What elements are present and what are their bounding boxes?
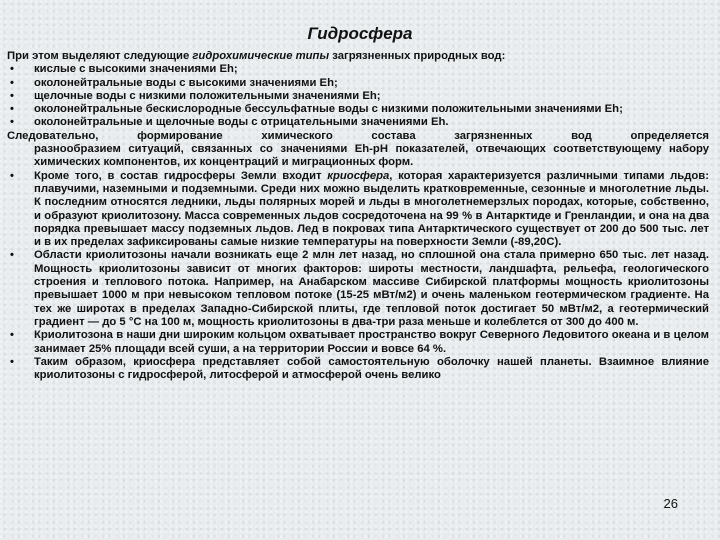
intro-text: При этом выделяют следующие <box>7 50 193 62</box>
water-types-list <box>7 63 709 129</box>
list-item <box>7 90 709 103</box>
list-item <box>7 103 709 116</box>
slide-body <box>7 50 709 382</box>
list-item <box>7 116 709 129</box>
bullet-icon: • <box>10 329 14 342</box>
paragraph-text: Области криолитозоны начали возникать еще 2 млн лет назад, но сплошной она стала примерно 650 тыс. лет назад. Мощность криолитозоны зависит от многих факторов: широты местности, ландшафта, рельефа, геологического строения и теплового потока. Например, на Анабарском массиве Сибирской платформы мощность криолитозоны превышает 1000 м при невысоком тепловом потоке (15-25 мВт/м2) и очень маленьком геотермическом градиенте. На тех же широтах в пределах Западно-Сибирской плиты, где тепловой поток достигает 50 мВт/м2, а геотермический градиент — до 5 °С на 100 м, мощность криолитозоны в два-три раза меньше и колеблется от 300 до 400 м. <box>34 249 709 328</box>
bullet-icon: • <box>10 63 14 76</box>
paragraph-text: Таким образом, криосфера представляет собой самостоятельную оболочку нашей планеты. Взаимное влияние криолитозоны с гидросферой, литосферой и атмосферой очень велико <box>34 355 709 382</box>
page-number: 26 <box>663 496 678 511</box>
list-item <box>7 170 709 250</box>
bullet-icon: • <box>10 355 14 368</box>
conclusion-text: разнообразием ситуаций, связанных со значениями Eh-pH показателей, отвечающих соответствующему набору химических компонентов, их концентраций и миграционных форм. <box>34 143 709 169</box>
intro-text-end: загрязненных природных вод: <box>329 50 506 62</box>
bullet-icon: • <box>10 103 14 116</box>
list-item <box>7 356 709 383</box>
paragraph-text: Криолитозона в наши дни широким кольцом охватывает пространство вокруг Северного Ледовитого океана и в целом занимает 25% площади всей суши, а на территории России и вовсе 64 %. <box>34 329 709 355</box>
bullet-icon: • <box>10 89 14 102</box>
paragraph-text: Кроме того, в состав гидросферы Земли входит <box>34 169 328 182</box>
list-item-text: околонейтральные воды с высокими значениями Eh; <box>34 76 338 89</box>
bullet-icon: • <box>10 169 14 182</box>
intro-italic-term: гидрохимические типы <box>192 50 330 62</box>
list-item <box>7 249 709 329</box>
intro-paragraph <box>7 50 709 63</box>
list-item-text: околонейтральные и щелочные воды с отрицательными значениями Eh. <box>34 116 449 129</box>
list-item-text: щелочные воды с низкими положительными значениями Eh; <box>34 89 381 102</box>
list-item <box>7 63 709 76</box>
cryosphere-term: криосфера <box>327 169 390 182</box>
list-item <box>7 77 709 90</box>
conclusion-first-line: Следовательно, формирование химического состава загрязненных вод определяется <box>7 129 709 142</box>
cryosphere-list <box>7 170 709 383</box>
page-title: Гидросфера <box>307 24 413 43</box>
list-item <box>7 329 709 356</box>
bullet-icon: • <box>10 76 14 89</box>
list-item-text: кислые с высокими значениями Eh; <box>34 63 238 76</box>
list-item-text: околонейтральные бескислородные бессульфатные воды с низкими положительными значениями Eh; <box>34 103 623 116</box>
bullet-icon: • <box>10 116 14 129</box>
paragraph-text-end: , которая характеризуется различными типами льдов: плавучими, наземными и подземными. Среди них можно выделить кратковременные, сезонные и многолетние льды. К последним относятся ледники, льды полярных морей и льды в многолетнемерзлых породах, которые, собственно, и образуют криолитозону. Масса современных льдов сосредоточена на 99 % в Антарктиде и Гренландии, и она на два порядка превышает массу подземных льдов. Лед в покровах типа Антарктического существует от 200 до 500 тыс. лет и в их пределах зафиксированы самые низкие температуры на поверхности Земли (-89,20С). <box>34 169 710 249</box>
bullet-icon: • <box>10 249 14 262</box>
